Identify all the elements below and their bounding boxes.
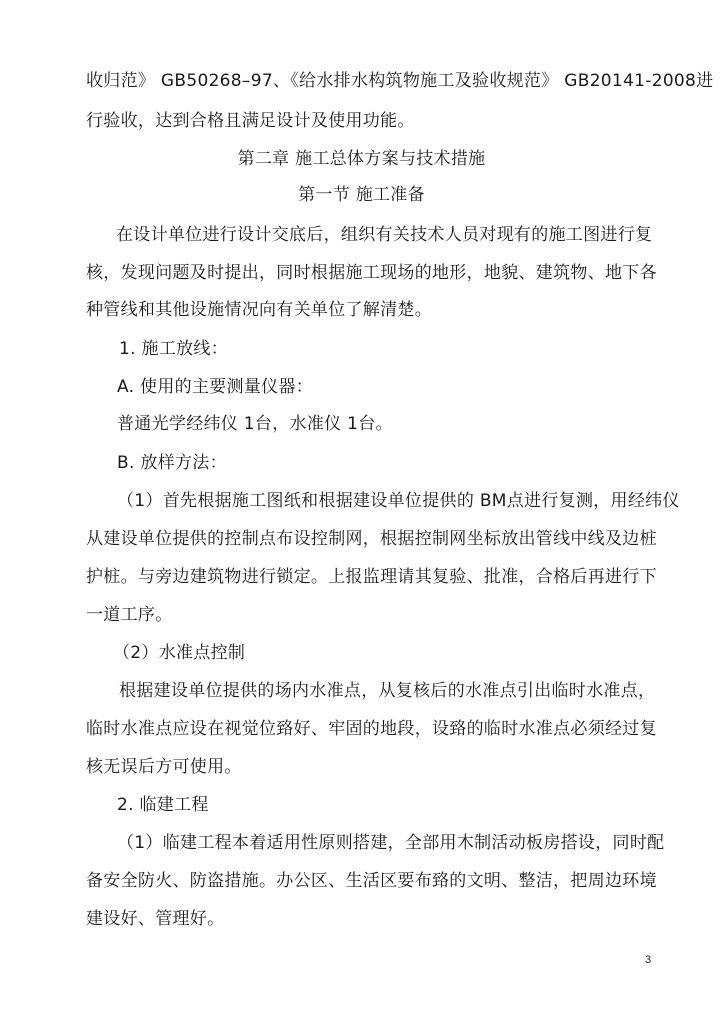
body-text-line: 种管线和其他设施情况向有关单位了解清楚。 xyxy=(86,300,432,320)
body-text-line: 护桩。与旁边建筑物进行锁定。上报监理请其复验、批准，合格后再进行下 xyxy=(86,567,657,587)
list-item-heading: 1. 施工放线： xyxy=(119,339,229,359)
chapter-heading: 第二章 施工总体方案与技术措施 xyxy=(237,149,486,169)
body-text-line: 建设好、管理好。 xyxy=(86,909,225,929)
list-item-heading: 2. 临建工程 xyxy=(117,795,209,815)
body-text-line: （1）首先根据施工图纸和根据建设单位提供的 BM点进行复测，用经纬仪 xyxy=(117,491,680,511)
body-text-line: 从建设单位提供的控制点布设控制网，根据控制网坐标放出管线中线及边桩 xyxy=(86,529,657,549)
list-item-heading: A. 使用的主要测量仪器： xyxy=(117,377,314,397)
body-text-line: 一道工序。 xyxy=(86,605,173,625)
body-text-line: 核，发现问题及时提出，同时根据施工现场的地形，地貌、建筑物、地下各 xyxy=(86,263,657,283)
body-text-line: （1）临建工程本着适用性原则搭建，全部用木制活动板房搭设，同时配 xyxy=(117,833,665,853)
section-heading: 第一节 施工准备 xyxy=(298,185,425,205)
body-text-line: 核无误后方可使用。 xyxy=(86,757,242,777)
body-text-line: 收归范》 GB50268–97、《给水排水构筑物施工及验收规范》 GB20141-2008进 xyxy=(86,71,714,91)
list-item-heading: （2）水准点控制 xyxy=(113,643,246,663)
page-number: 3 xyxy=(645,954,652,966)
body-text-line: 行验收，达到合格且满足设计及使用功能。 xyxy=(86,111,415,131)
body-text-line: 在设计单位进行设计交底后，组织有关技术人员对现有的施工图进行复 xyxy=(116,225,653,245)
list-item-heading: B. 放样方法： xyxy=(117,453,227,473)
body-text-line: 根据建设单位提供的场内水准点，从复核后的水准点引出临时水准点， xyxy=(119,681,656,701)
body-text-line: 普通光学经纬仪 1台，水准仪 1台。 xyxy=(117,414,393,434)
body-text-line: 备安全防火、防盗措施。办公区、生活区要布臵的文明、整洁，把周边环境 xyxy=(86,871,657,891)
body-text-line: 临时水准点应设在视觉位臵好、牢固的地段，设臵的临时水准点必须经过复 xyxy=(86,719,657,739)
